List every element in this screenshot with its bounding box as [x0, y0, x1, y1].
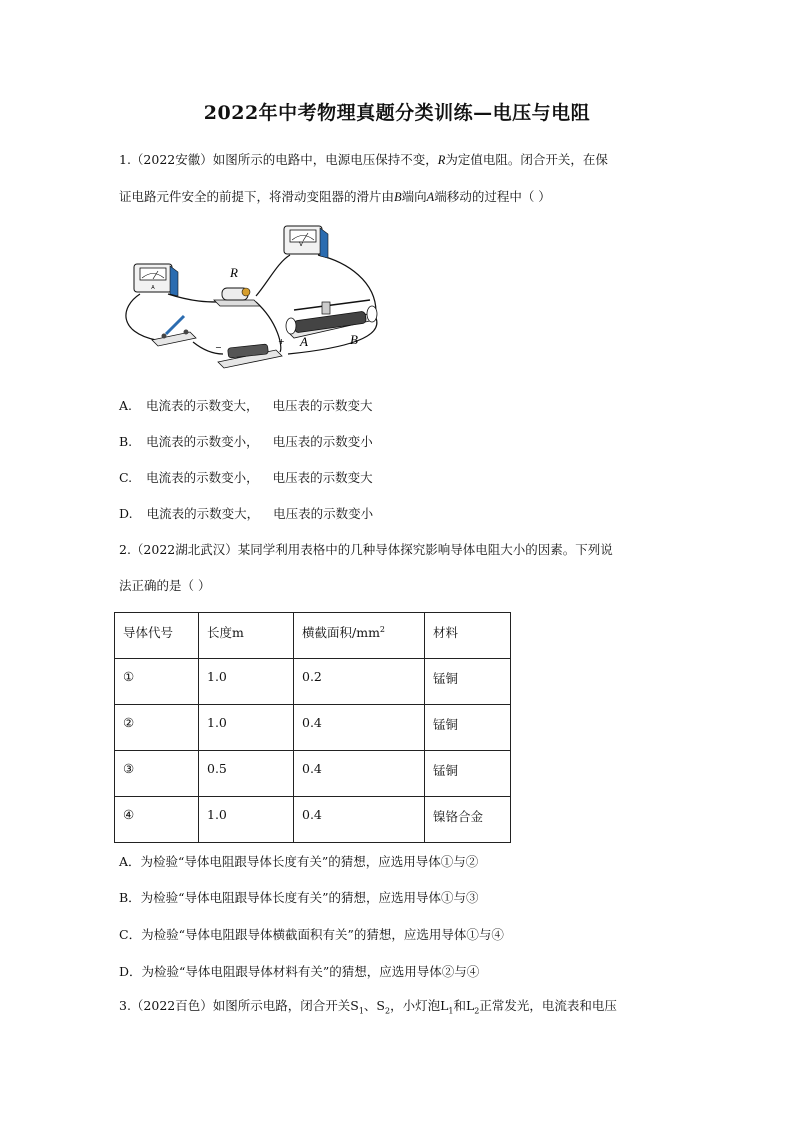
table-cell: 镍铬合金 — [425, 797, 511, 843]
q1-stem-line2 — [119, 189, 551, 205]
table-header — [294, 613, 425, 659]
option-text: 电压表的示数变大 — [272, 470, 373, 485]
q3-sub: 1 — [448, 1006, 454, 1016]
q3-sub: 2 — [384, 1006, 391, 1016]
voltmeter — [284, 226, 328, 258]
q3-text: 、S — [363, 998, 385, 1013]
table-cell: 1.0 — [199, 705, 294, 751]
table-cell: 0.4 — [294, 751, 425, 797]
q1-var-a: A — [426, 190, 435, 204]
battery — [215, 337, 285, 368]
q1-option-d[interactable] — [119, 504, 373, 522]
q1-var-b: B — [394, 190, 402, 204]
q2-stem-line1: 2.（2022湖北武汉）某同学利用表格中的几种导体探究影响导体电阻大小的因素。下列说 — [119, 542, 613, 557]
resistor-label: R — [230, 265, 238, 280]
header-sup: 2 — [379, 624, 386, 634]
table-row — [115, 705, 511, 751]
table-cell: ③ — [115, 751, 199, 797]
q2-option-b[interactable]: B．为检验“导体电阻跟导体长度有关”的猜想，应选用导体①与③ — [119, 890, 479, 905]
wire — [126, 294, 156, 340]
q2-option-a[interactable]: A．为检验“导体电阻跟导体长度有关”的猜想，应选用导体①与② — [119, 854, 479, 869]
switch — [152, 316, 196, 346]
option-letter: A. — [119, 398, 133, 413]
wire — [256, 255, 290, 296]
table-row — [115, 659, 511, 705]
option-text: 电压表的示数变小 — [272, 434, 373, 449]
q3-text: ，小灯泡L — [390, 998, 449, 1013]
q3-text: 和L — [453, 998, 475, 1013]
table-cell: ② — [115, 705, 199, 751]
table-row — [115, 797, 511, 843]
rheostat — [286, 300, 377, 349]
q1-var-r: R — [437, 153, 446, 167]
table-cell: 0.4 — [294, 797, 425, 843]
circuit-figure — [118, 222, 388, 372]
option-text: 电压表的示数变大 — [272, 398, 373, 413]
table-cell: ① — [115, 659, 199, 705]
q2-option-d[interactable]: D．为检验“导体电阻跟导体材料有关”的猜想，应选用导体②与④ — [119, 964, 480, 979]
option-text: 电压表的示数变小 — [273, 506, 374, 521]
option-text: 电流表的示数变大， — [146, 506, 260, 521]
rheostat-end-a: A — [300, 334, 308, 349]
q1-option-a[interactable] — [119, 396, 373, 414]
table-row — [115, 751, 511, 797]
q1-text: 端向 — [401, 189, 427, 204]
option-text: 电流表的示数变小， — [146, 434, 259, 449]
table-cell: 1.0 — [199, 659, 294, 705]
table-cell: 锰铜 — [425, 705, 511, 751]
q1-text: 为定值电阻。闭合开关，在保 — [445, 152, 608, 167]
option-text: 电流表的示数变大， — [146, 398, 259, 413]
q1-option-c[interactable] — [119, 468, 373, 486]
q1-option-b[interactable] — [119, 432, 373, 450]
q3-text: 正常发光，电流表和电压 — [479, 998, 617, 1013]
battery-negative: − — [215, 343, 222, 352]
q2-option-c[interactable]: C．为检验“导体电阻跟导体横截面积有关”的猜想，应选用导体①与④ — [119, 927, 504, 942]
q2-stem-line2: 法正确的是（ ） — [119, 578, 211, 593]
option-text: 电流表的示数变小， — [146, 470, 259, 485]
table-cell: ④ — [115, 797, 199, 843]
q3-text: 3.（2022百色）如图所示电路，闭合开关S — [119, 998, 359, 1013]
q1-text: 1.（2022安徽）如图所示的电路中，电源电压保持不变， — [119, 152, 438, 167]
option-letter: D. — [119, 506, 133, 521]
table-cell: 0.5 — [199, 751, 294, 797]
resistor — [214, 265, 260, 306]
table-cell: 锰铜 — [425, 659, 511, 705]
table-header: 材料 — [425, 613, 511, 659]
q3-stem-line1 — [119, 998, 617, 1020]
q3-sub: 1 — [358, 1006, 364, 1016]
header-text: 横截面积/mm — [302, 625, 380, 640]
table-header: 导体代号 — [115, 613, 199, 659]
voltmeter-label: V — [299, 241, 304, 248]
q1-text: 端移动的过程中（ ） — [434, 189, 551, 204]
battery-positive: + — [278, 337, 285, 346]
q1-text: 证电路元件安全的前提下，将滑动变阻器的滑片由 — [119, 189, 395, 204]
q3-sub: 2 — [474, 1006, 480, 1016]
page-title: 2022年中考物理真题分类训练—电压与电阻 — [203, 102, 591, 124]
option-letter: B. — [119, 434, 133, 449]
q1-stem-line1 — [119, 152, 608, 168]
table-cell: 0.4 — [294, 705, 425, 751]
ammeter — [134, 264, 178, 296]
table-cell: 锰铜 — [425, 751, 511, 797]
conductor-table — [114, 612, 511, 843]
table-header-row — [115, 613, 511, 659]
table-cell: 0.2 — [294, 659, 425, 705]
table-header: 长度m — [199, 613, 294, 659]
option-letter: C. — [119, 470, 133, 485]
table-cell: 1.0 — [199, 797, 294, 843]
ammeter-label: A — [151, 285, 155, 291]
rheostat-end-b: B — [350, 332, 358, 347]
